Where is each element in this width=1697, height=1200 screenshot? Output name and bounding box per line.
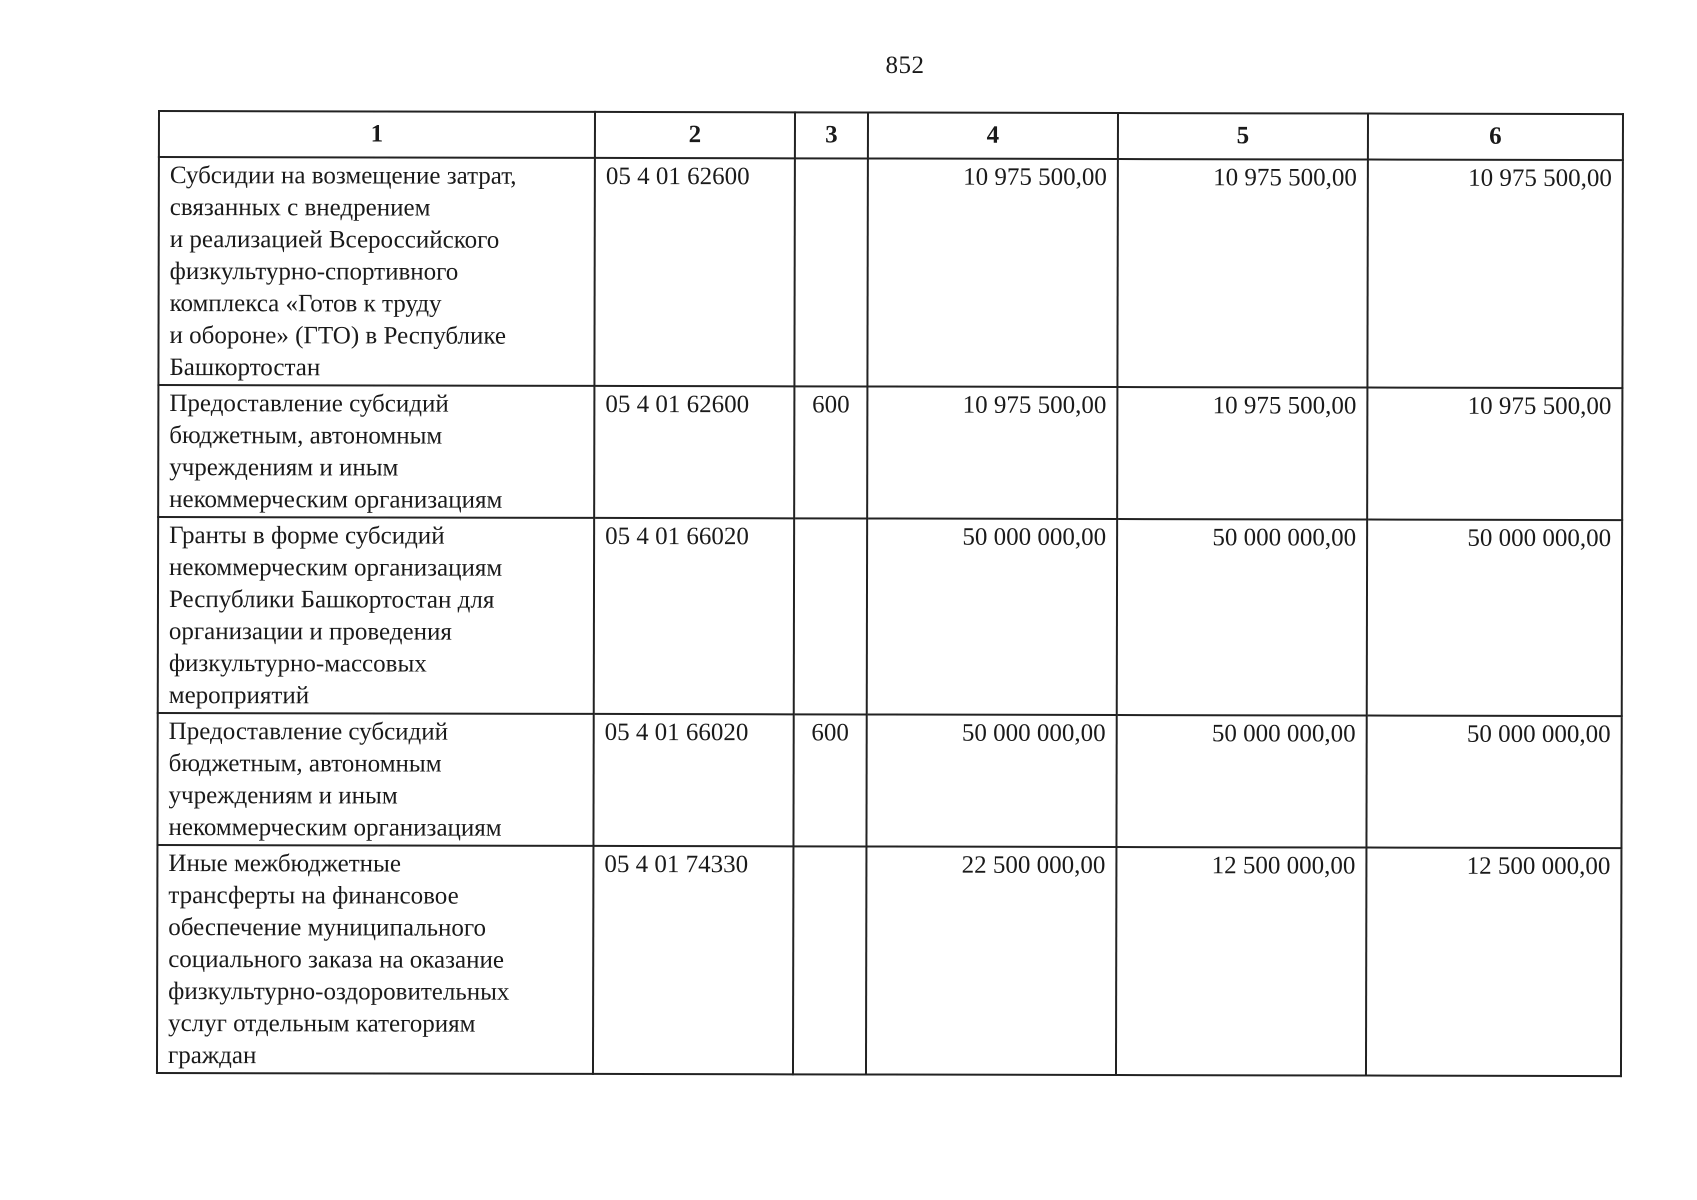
row-expense-kind: 600 xyxy=(793,714,866,846)
row-name-line: связанных с внедрением xyxy=(169,194,431,222)
row-expense-kind xyxy=(794,518,867,714)
row-name-line: физкультурно-массовых xyxy=(168,650,427,678)
row-name-line: и обороне» (ГТО) в Республике xyxy=(169,322,507,350)
row-name-line: Субсидии на возмещение затрат, xyxy=(169,162,517,190)
budget-table xyxy=(156,110,1624,1077)
row-name-line: учреждениям и иным xyxy=(168,782,398,810)
row-name-line: Иные межбюджетные xyxy=(168,850,401,878)
row-amount-col6: 10 975 500,00 xyxy=(1367,160,1622,389)
row-name-line: трансферты на финансовое xyxy=(168,882,459,910)
row-name-line: комплекса «Готов к труду xyxy=(169,290,442,318)
table-header-row xyxy=(159,111,1623,160)
row-name-line: Предоставление субсидий xyxy=(168,718,449,746)
column-header-1: 1 xyxy=(159,111,595,158)
table-row xyxy=(157,845,1621,1076)
row-name-line: бюджетным, автономным xyxy=(169,422,443,450)
row-name-line: и реализацией Всероссийского xyxy=(169,226,500,254)
row-expense-kind xyxy=(793,846,866,1074)
row-name-line: услуг отдельным категориям xyxy=(168,1010,476,1038)
row-amount-col4: 50 000 000,00 xyxy=(866,714,1116,847)
table-row xyxy=(158,517,1622,716)
column-header-4: 4 xyxy=(868,112,1118,159)
row-code: 05 4 01 74330 xyxy=(593,846,793,1074)
row-name-line: обеспечение муниципального xyxy=(168,914,487,942)
table-row xyxy=(158,385,1622,520)
row-name-line: физкультурно-спортивного xyxy=(169,258,459,286)
row-amount-col4: 10 975 500,00 xyxy=(867,158,1117,387)
row-amount-col6: 50 000 000,00 xyxy=(1366,716,1621,849)
row-name xyxy=(157,845,593,1074)
row-name xyxy=(158,517,594,714)
row-name-line: некоммерческим организациям xyxy=(169,554,503,582)
row-code: 05 4 01 66020 xyxy=(594,518,794,714)
row-name-line: социального заказа на оказание xyxy=(168,946,505,974)
column-header-3: 3 xyxy=(795,112,868,158)
row-amount-col5: 10 975 500,00 xyxy=(1117,159,1367,388)
page-number: 852 xyxy=(885,52,925,79)
row-name-line: Гранты в форме субсидий xyxy=(169,522,445,550)
row-name-line: учреждениям и иным xyxy=(169,454,399,482)
row-amount-col4: 10 975 500,00 xyxy=(867,386,1117,519)
row-name xyxy=(158,385,594,518)
row-amount-col4: 22 500 000,00 xyxy=(866,846,1116,1075)
row-code: 05 4 01 62600 xyxy=(594,386,794,518)
row-amount-col5: 10 975 500,00 xyxy=(1117,387,1367,520)
row-name-line: Предоставление субсидий xyxy=(169,390,449,418)
row-expense-kind xyxy=(794,158,867,386)
row-amount-col4: 50 000 000,00 xyxy=(867,518,1117,715)
row-amount-col5: 50 000 000,00 xyxy=(1117,519,1367,716)
row-name xyxy=(157,713,593,846)
table-row xyxy=(157,713,1621,848)
row-name-line: бюджетным, автономным xyxy=(168,750,442,778)
row-amount-col6: 50 000 000,00 xyxy=(1367,520,1622,717)
row-name-line: некоммерческим организациям xyxy=(169,486,503,514)
row-name-line: Башкортостан xyxy=(169,354,321,382)
row-name-line: граждан xyxy=(167,1042,257,1070)
table-row xyxy=(158,157,1622,388)
row-amount-col6: 12 500 000,00 xyxy=(1366,848,1621,1077)
column-header-2: 2 xyxy=(595,112,795,158)
row-code: 05 4 01 62600 xyxy=(594,158,794,386)
row-expense-kind: 600 xyxy=(794,386,867,518)
row-name-line: организации и проведения xyxy=(168,618,452,646)
row-name-line: некоммерческим организациям xyxy=(168,814,502,842)
row-amount-col5: 12 500 000,00 xyxy=(1116,847,1366,1076)
row-name xyxy=(158,157,594,386)
column-header-6: 6 xyxy=(1368,114,1623,161)
row-code: 05 4 01 66020 xyxy=(593,714,793,846)
column-header-5: 5 xyxy=(1118,113,1368,160)
row-name-line: физкультурно-оздоровительных xyxy=(168,978,510,1006)
row-amount-col6: 10 975 500,00 xyxy=(1367,388,1622,521)
row-amount-col5: 50 000 000,00 xyxy=(1116,715,1366,848)
row-name-line: Республики Башкортостан для xyxy=(168,586,495,614)
row-name-line: мероприятий xyxy=(168,682,310,710)
